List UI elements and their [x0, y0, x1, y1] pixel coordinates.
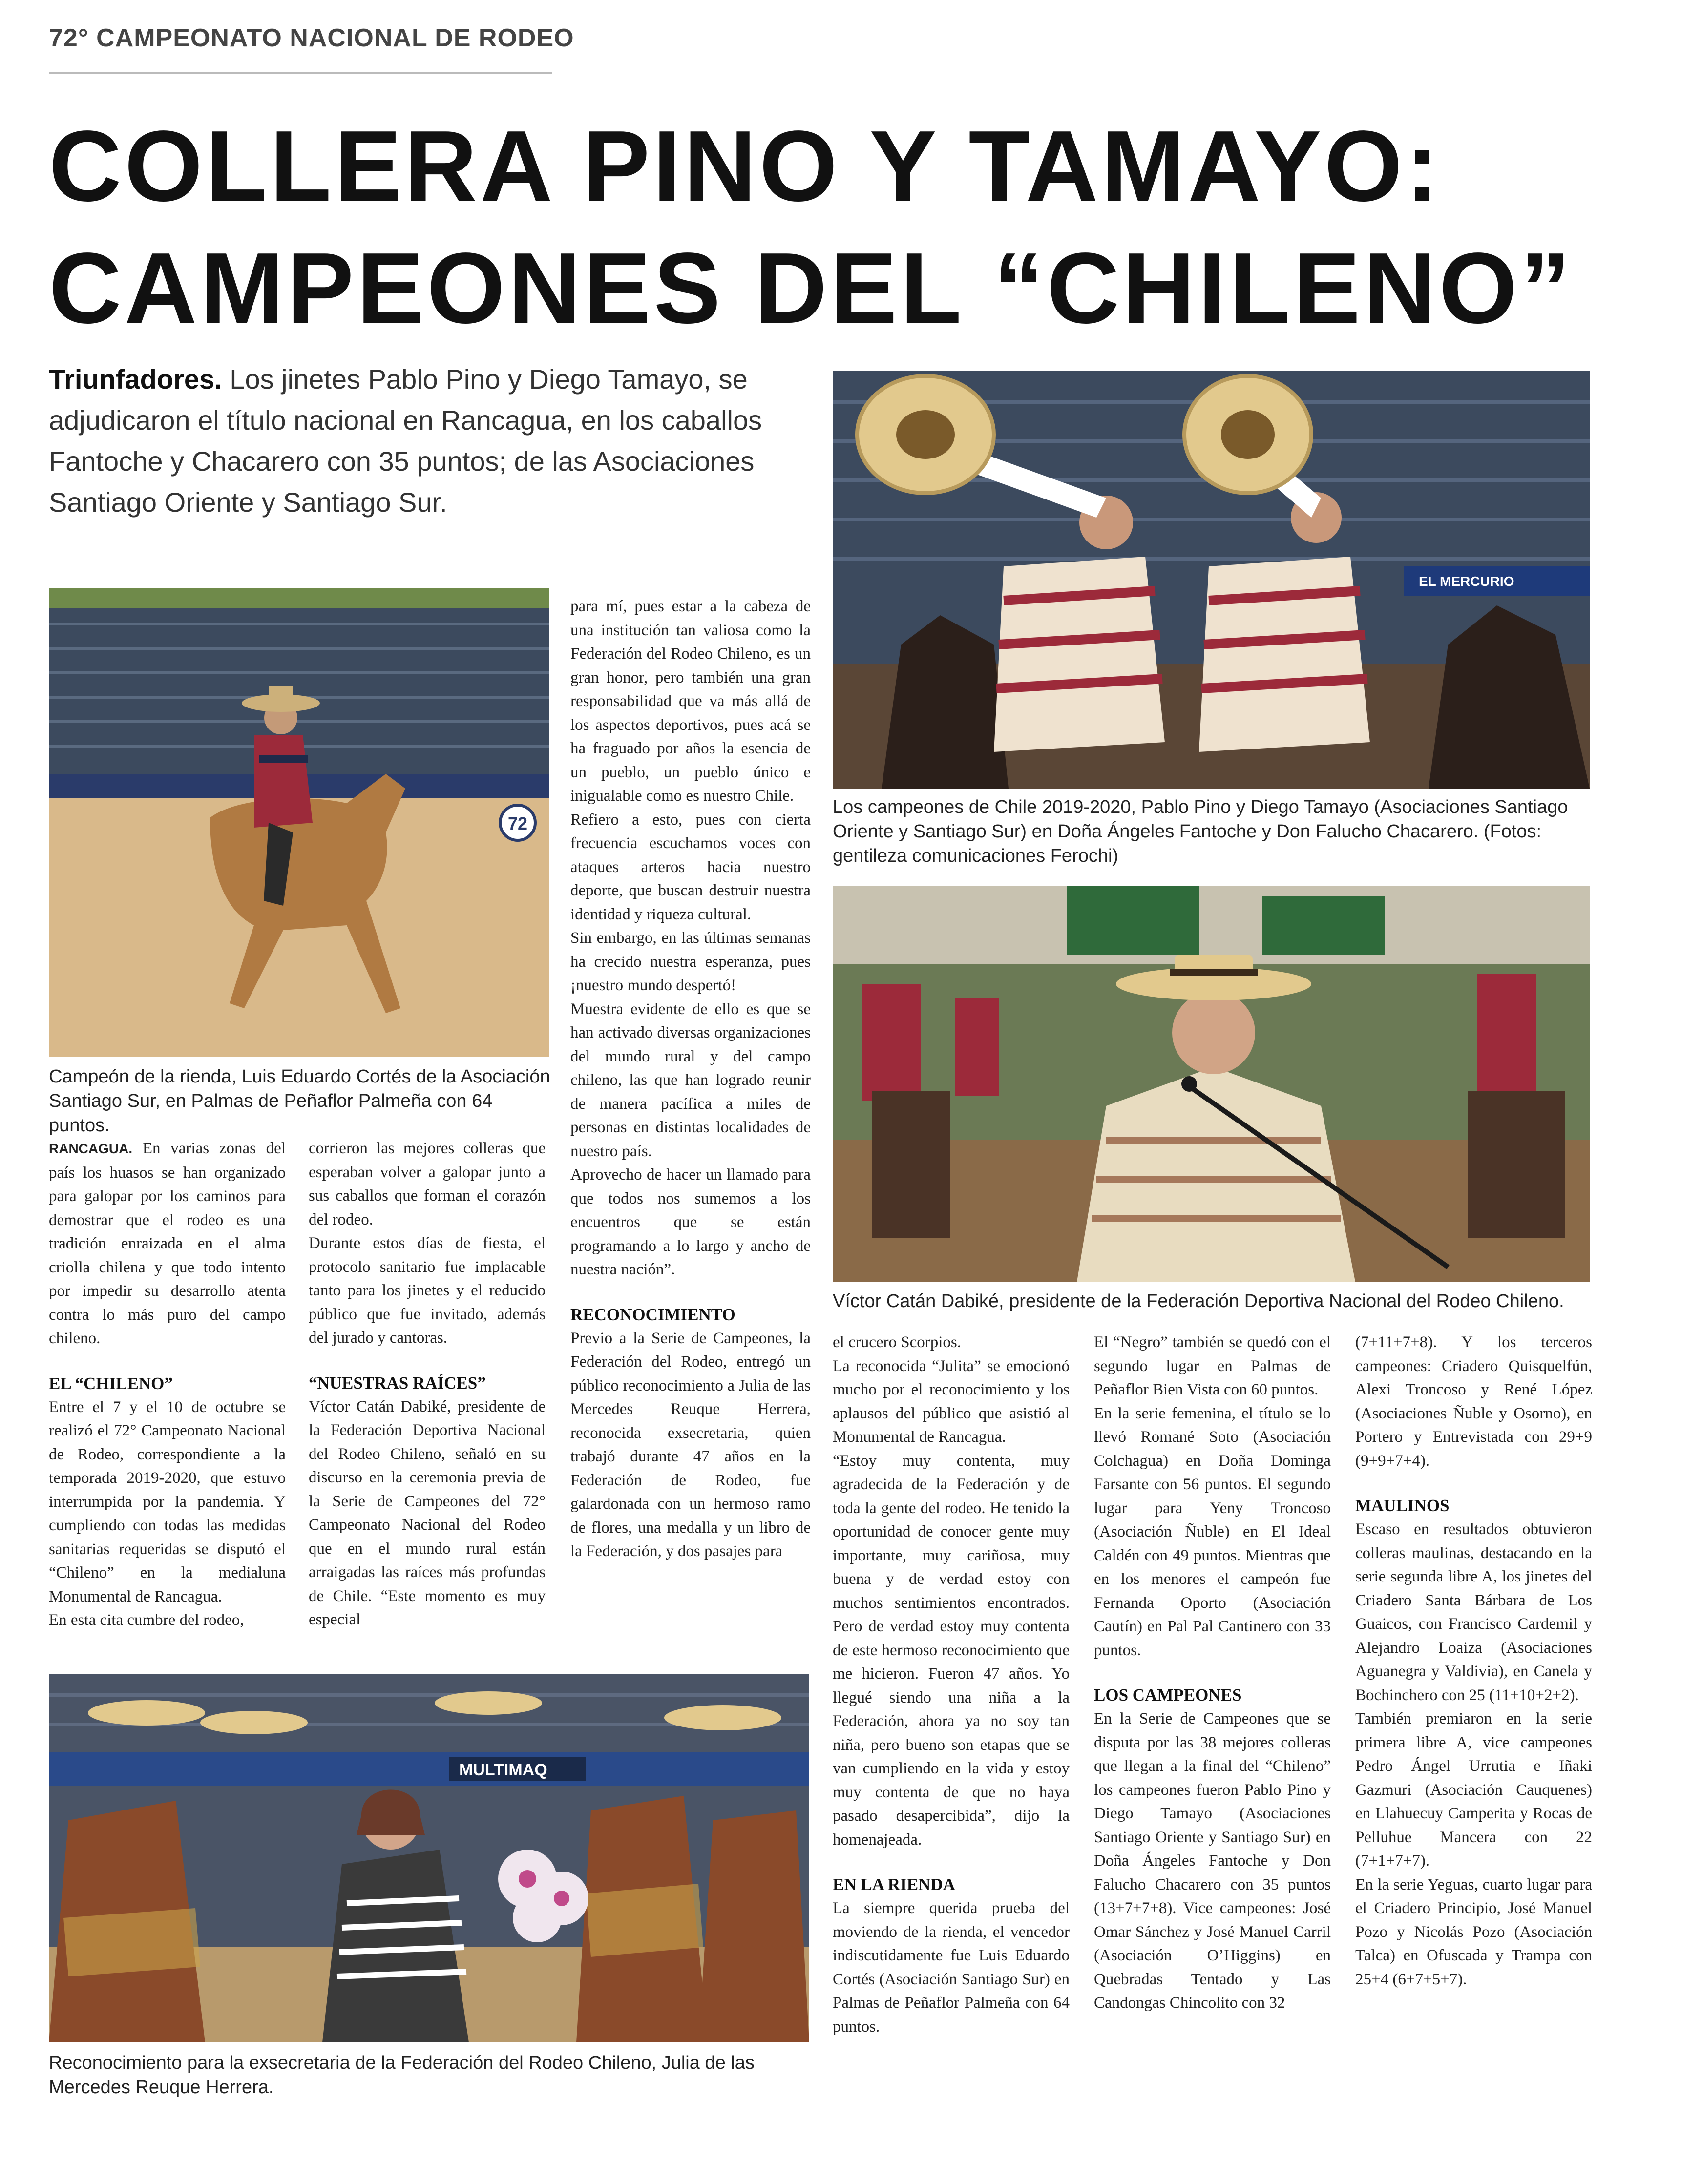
paragraph: Escaso en resultados obtuvieron colleras maulinas, destacando en la serie segunda libre A, los jinetes del Criadero Santa Bárbara de Los Guaicos, con Francisco Cardemil y Alejandro Loaiza (Asociaciones Aguanegra y Valdivia), en Canela y Bochinchero con 25 (11+10+2+2). [1355, 1520, 1592, 1704]
subhead-nuestras-raices: “NUESTRAS RAÍCES” [309, 1373, 486, 1393]
subhead-los-campeones: LOS CAMPEONES [1094, 1685, 1242, 1705]
paragraph: Previo a la Serie de Campeones, la Federación del Rodeo, entregó un público reconocimiento a Julia de las Mercedes Reuque Herrera, reconocida exsecretaria, quien trabajó durante 47 años en la Federación de Rodeo, fue galardonada con un hermoso ramo de flores, una medalla y un libro de la Federación, y dos pasajes para [570, 1329, 811, 1560]
paragraph: Muestra evidente de ello es que se han activado diversas organizaciones del mundo rural y del campo chileno, las que han logrado reunir de manera pacífica a miles de personas en distintas localidades de nuestro país. [570, 1000, 811, 1160]
paragraph: En la serie Yeguas, cuarto lugar para el Criadero Principio, José Manuel Pozo y Nicolás Pozo (Asociación Talca) en Ofuscada y Trampa con 25+4 (6+7+5+7). [1355, 1875, 1592, 1988]
paragraph: La siempre querida prueba del moviendo de la rienda, el vencedor indiscutidamente fue Luis Eduardo Cortés (Asociación Santiago Sur) en Palmas de Peñaflor Palmeña con 64 puntos. [833, 1899, 1070, 2036]
paragraph: Sin embargo, en las últimas semanas ha crecido nuestra esperanza, pues ¡nuestro mundo despertó! [570, 929, 811, 994]
caption-rider: Campeón de la rienda, Luis Eduardo Cortés de la Asociación Santiago Sur, en Palmas de Peñaflor Palmeña con 64 puntos. [49, 1066, 550, 1136]
paragraph: Aprovecho de hacer un llamado para que todos nos sumemos a los encuentros que se están programando a lo largo y ancho de nuestra nación”. [570, 1166, 811, 1278]
paragraph: También premiaron en la serie primera libre A, vice campeones Pedro Ángel Urrutia e Iñaki Gazmuri (Asociación Cauquenes) en Llahuecuy Camperita y Rocas de Pelluhue Mancera con 22 (7+1+7+7). [1355, 1710, 1592, 1870]
caption-president: Víctor Catán Dabiké, presidente de la Federación Deportiva Nacional del Rodeo Chileno. [833, 1291, 1564, 1311]
paragraph: Víctor Catán Dabiké, presidente de la Federación Deportiva Nacional del Rodeo Chileno, señaló en su discurso en la ceremonia previa de la Serie de Campeones del 72° Campeonato Nacional del Rodeo que en el mundo rural están arraigadas las raíces más profundas de Chile. “Este momento es muy especial [309, 1397, 546, 1628]
paragraph: El “Negro” también se quedó con el segundo lugar en Palmas de Peñaflor Bien Vista con 60 puntos. [1094, 1333, 1331, 1398]
subhead-reconocimiento: RECONOCIMIENTO [570, 1305, 735, 1324]
paragraph: En la serie femenina, el título se lo llevó Romané Soto (Asociación Colchagua) en Doña Dominga Farsante con 56 puntos. El segundo lugar para Yeny Troncoso (Asociación Ñuble) en El Ideal Caldén con 49 puntos. Mientras que en los menores el campeón fue Fernanda Oporto (Asociación Cautín) en Pal Pal Cantinero con 33 puntos. [1094, 1404, 1331, 1659]
caption-tribute: Reconocimiento para la exsecretaria de la Federación del Rodeo Chileno, Julia de las Mercedes Reuque Herrera. [49, 2053, 755, 2098]
lead-text: Los jinetes Pablo Pino y Diego Tamayo, se adjudicaron el título nacional en Rancagua, en los caballos Fantoche y Chacarero con 35 puntos; de las Asociaciones Santiago Oriente y Santiago Sur. [49, 364, 762, 518]
paragraph: La reconocida “Julita” se emocionó mucho por el reconocimiento y los aplausos del público que asistió al Monumental de Rancagua. [833, 1357, 1070, 1446]
paragraph: corrieron las mejores colleras que esperaban volver a galopar junto a sus caballos que forman el corazón del rodeo. [309, 1140, 546, 1228]
article-column-4 [833, 1331, 1070, 2038]
photo-tribute [49, 1674, 809, 2042]
headline-line-1: COLLERA PINO Y TAMAYO: [49, 110, 1442, 222]
paragraph: (7+11+7+8). Y los terceros campeones: Criadero Quisquelfún, Alexi Troncoso y René López (Asociaciones Ñuble y Osorno), en Portero y Entrevistada con 29+9 (9+9+7+4). [1355, 1333, 1592, 1470]
lead-paragraph [49, 359, 811, 523]
paragraph: el crucero Scorpios. [833, 1333, 961, 1351]
paragraph: En esta cita cumbre del rodeo, [49, 1611, 244, 1629]
paragraph: para mí, pues estar a la cabeza de una institución tan valiosa como la Federación del Rodeo Chileno, es un gran honor, pero también una gran responsabilidad que va más allá de los aspectos deportivos, pues acá se ha fraguado por años la esencia de un pueblo, un pueblo único e inigualable como es nuestro Chile. [570, 598, 811, 805]
headline-line-2: CAMPEONES DEL “CHILENO” [49, 232, 1574, 344]
banner-multimaq: MULTIMAQ [459, 1761, 547, 1779]
banner-mercurio: EL MERCURIO [1419, 574, 1514, 589]
badge-72: 72 [507, 813, 528, 833]
lead-kicker: Triunfadores. [49, 364, 222, 395]
article-column-6 [1355, 1331, 1592, 1991]
subhead-maulinos: MAULINOS [1355, 1496, 1450, 1515]
paragraph: Entre el 7 y el 10 de octubre se realizó el 72° Campeonato Nacional de Rodeo, correspondiente a la temporada 2019-2020, que estuvo interrumpida por la pandemia. Y cumpliendo con todas las medidas sanitarias requeridas se disputó el “Chileno” en la medialuna Monumental de Rancagua. [49, 1398, 286, 1605]
photo-president [833, 886, 1590, 1282]
section-divider [49, 72, 552, 74]
article-intro [49, 1137, 286, 1351]
caption-champions: Los campeones de Chile 2019-2020, Pablo Pino y Diego Tamayo (Asociaciones Santiago Oriente y Santiago Sur) en Doña Ángeles Fantoche y Don Falucho Chacarero. (Fotos: gentileza comunicaciones Ferochi) [833, 797, 1568, 866]
dateline: RANCAGUA. [49, 1141, 133, 1156]
paragraph: En la Serie de Campeones que se disputa por las 38 mejores colleras que llegan a la final del “Chileno” los campeones fueron Pablo Pino y Diego Tamayo (Asociaciones Santiago Oriente y Santiago Sur) en Doña Ángeles Fantoche y Don Falucho Chacarero con 35 puntos (13+7+7+8). Vice campeones: José Omar Sánchez y José Manuel Carril (Asociación O’Higgins) en Quebradas Tentado y Las Candongas Chincolito con 32 [1094, 1710, 1331, 2012]
headline [49, 105, 1631, 349]
section-tag: 72° CAMPEONATO NACIONAL DE RODEO [49, 24, 574, 52]
photo-champions [833, 371, 1590, 789]
paragraph: Durante estos días de fiesta, el protocolo sanitario fue implacable tanto para los jinetes y el reducido público que fue invitado, además del jurado y cantoras. [309, 1234, 546, 1347]
article-column-2 [309, 1137, 546, 1632]
photo-rienda-rider [49, 588, 549, 1057]
subhead-chileno: EL “CHILENO” [49, 1373, 173, 1393]
paragraph: Refiero a esto, pues con cierta frecuencia escuchamos voces con ataques arteros hacia nuestro deporte, que buscan destruir nuestra identidad y riqueza cultural. [570, 811, 811, 923]
article-column-3 [570, 595, 811, 1563]
subhead-en-la-rienda: EN LA RIENDA [833, 1875, 955, 1894]
article-column-5 [1094, 1331, 1331, 2015]
intro-text: En varias zonas del país los huasos se han organizado para galopar por los caminos para demostrar que el rodeo es una tradición enraizada en el alma criolla chilena y que todo intento por impedir su desarrollo atenta contra lo más puro del campo chileno. [49, 1140, 286, 1347]
article-column-1 [49, 1137, 286, 1632]
paragraph: “Estoy muy contenta, muy agradecida de la Federación y de toda la gente del rodeo. He tenido la oportunidad de conocer gente muy importante, muy cariñosa, muy buena y de verdad estoy con muchos sentimientos encontrados. Pero de verdad estoy muy contenta de este hermoso reconocimiento que me hicieron. Fueron 47 años. Yo llegué siendo una niña a la Federación, ahora ya no soy tan niña, pero bueno son etapas que se van cumpliendo en la vida y estoy muy contenta de que no haya pasado desapercibida”, dijo la homenajeada. [833, 1452, 1070, 1849]
